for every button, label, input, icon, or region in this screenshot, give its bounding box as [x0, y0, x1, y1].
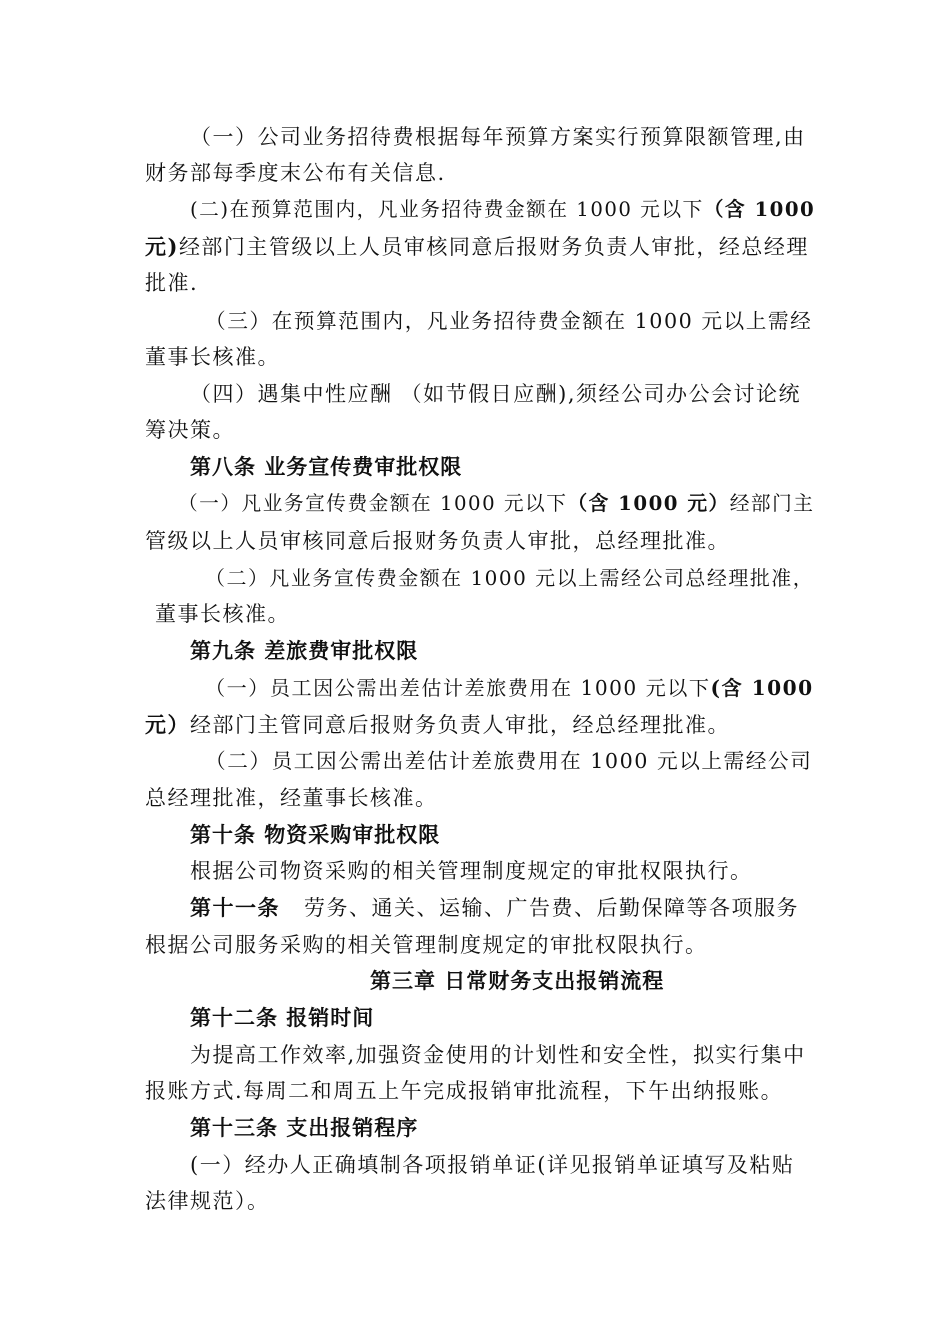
clause-7-item-2-bold: （含 1000: [703, 198, 816, 221]
article-8-item-2-line-1: （二）凡业务宣传费金额在 1000 元以上需经公司总经理批准，: [205, 566, 815, 590]
article-13-item-1-line-2: 法律规范）。: [145, 1189, 270, 1213]
clause-7-item-3-line-2: 董事长核准。: [145, 345, 280, 369]
clause-7-item-2-bold-end: 元): [145, 234, 179, 259]
article-12-line-1: 为提高工作效率,加强资金使用的计划性和安全性，拟实行集中: [190, 1043, 806, 1067]
article-11-line-1: [190, 893, 799, 923]
article-8-heading: 第八条 业务宣传费审批权限: [190, 454, 463, 479]
article-8-item-2-line-2: 董事长核准。: [155, 602, 290, 626]
article-9-item-2-line-2: 总经理批准，经董事长核准。: [145, 786, 438, 810]
article-8-item-1-bold: （含 1000 元）: [567, 492, 730, 515]
article-9-item-1-bold-end: 元）: [145, 712, 190, 737]
article-9-item-1-bold: (含 1000: [710, 676, 814, 700]
clause-7-item-2-line-3: 批准.: [145, 271, 199, 295]
article-9-heading: 第九条 差旅费审批权限: [190, 638, 419, 663]
clause-7-item-4-line-1: （四）遇集中性应酬 （如节假日应酬),须经公司办公会讨论统: [190, 382, 802, 406]
article-8-item-1-line-2: 管级以上人员审核同意后报财务负责人审批，总经理批准。: [145, 529, 730, 553]
clause-7-item-2-text-2: 经部门主管级以上人员审核同意后报财务负责人审批，经总经理: [178, 235, 809, 259]
article-12-line-2: 报账方式.每周二和周五上午完成报销审批流程，下午出纳报账。: [145, 1079, 784, 1103]
article-9-item-1-line-2: [145, 710, 730, 740]
clause-7-item-1-line-1: （一）公司业务招待费根据每年预算方案实行预算限额管理,由: [190, 125, 806, 149]
article-11-heading: 第十一条: [190, 895, 280, 920]
clause-7-item-3-line-1: （三）在预算范围内，凡业务招待费金额在 1000 元以上需经: [205, 309, 813, 333]
article-11-line-2: 根据公司服务采购的相关管理制度规定的审批权限执行。: [145, 933, 708, 957]
clause-7-item-1-line-2: 财务部每季度末公布有关信息.: [145, 161, 446, 185]
clause-7-item-2-text: (二)在预算范围内，凡业务招待费金额在 1000 元以下: [190, 198, 704, 221]
article-8-item-1-text-2: 经部门主: [729, 492, 815, 515]
clause-7-item-2-line-1: [190, 195, 815, 225]
article-11-text: 劳务、通关、运输、广告费、后勤保障等各项服务: [304, 896, 799, 920]
article-9-item-1-text: （一）员工因公需出差估计差旅费用在 1000 元以下: [205, 676, 711, 700]
article-10-body: 根据公司物资采购的相关管理制度规定的审批权限执行。: [190, 859, 753, 883]
chapter-3-title: 第三章 日常财务支出报销流程: [370, 968, 665, 993]
article-9-item-2-line-1: （二）员工因公需出差估计差旅费用在 1000 元以上需经公司: [205, 749, 813, 773]
article-8-item-1-text: （一）凡业务宣传费金额在 1000 元以下: [178, 492, 568, 515]
article-12-heading: 第十二条 报销时间: [190, 1005, 375, 1030]
article-9-item-1-text-2: 经部门主管同意后报财务负责人审批，经总经理批准。: [190, 713, 730, 737]
article-8-item-1-line-1: [178, 489, 814, 519]
clause-7-item-4-line-2: 筹决策。: [145, 418, 235, 442]
clause-7-item-2-line-2: [145, 232, 809, 262]
article-10-heading: 第十条 物资采购审批权限: [190, 822, 441, 847]
article-13-heading: 第十三条 支出报销程序: [190, 1115, 419, 1140]
article-9-item-1-line-1: [205, 673, 814, 703]
article-13-item-1-line-1: (一）经办人正确填制各项报销单证(详见报销单证填写及粘贴: [190, 1153, 795, 1177]
